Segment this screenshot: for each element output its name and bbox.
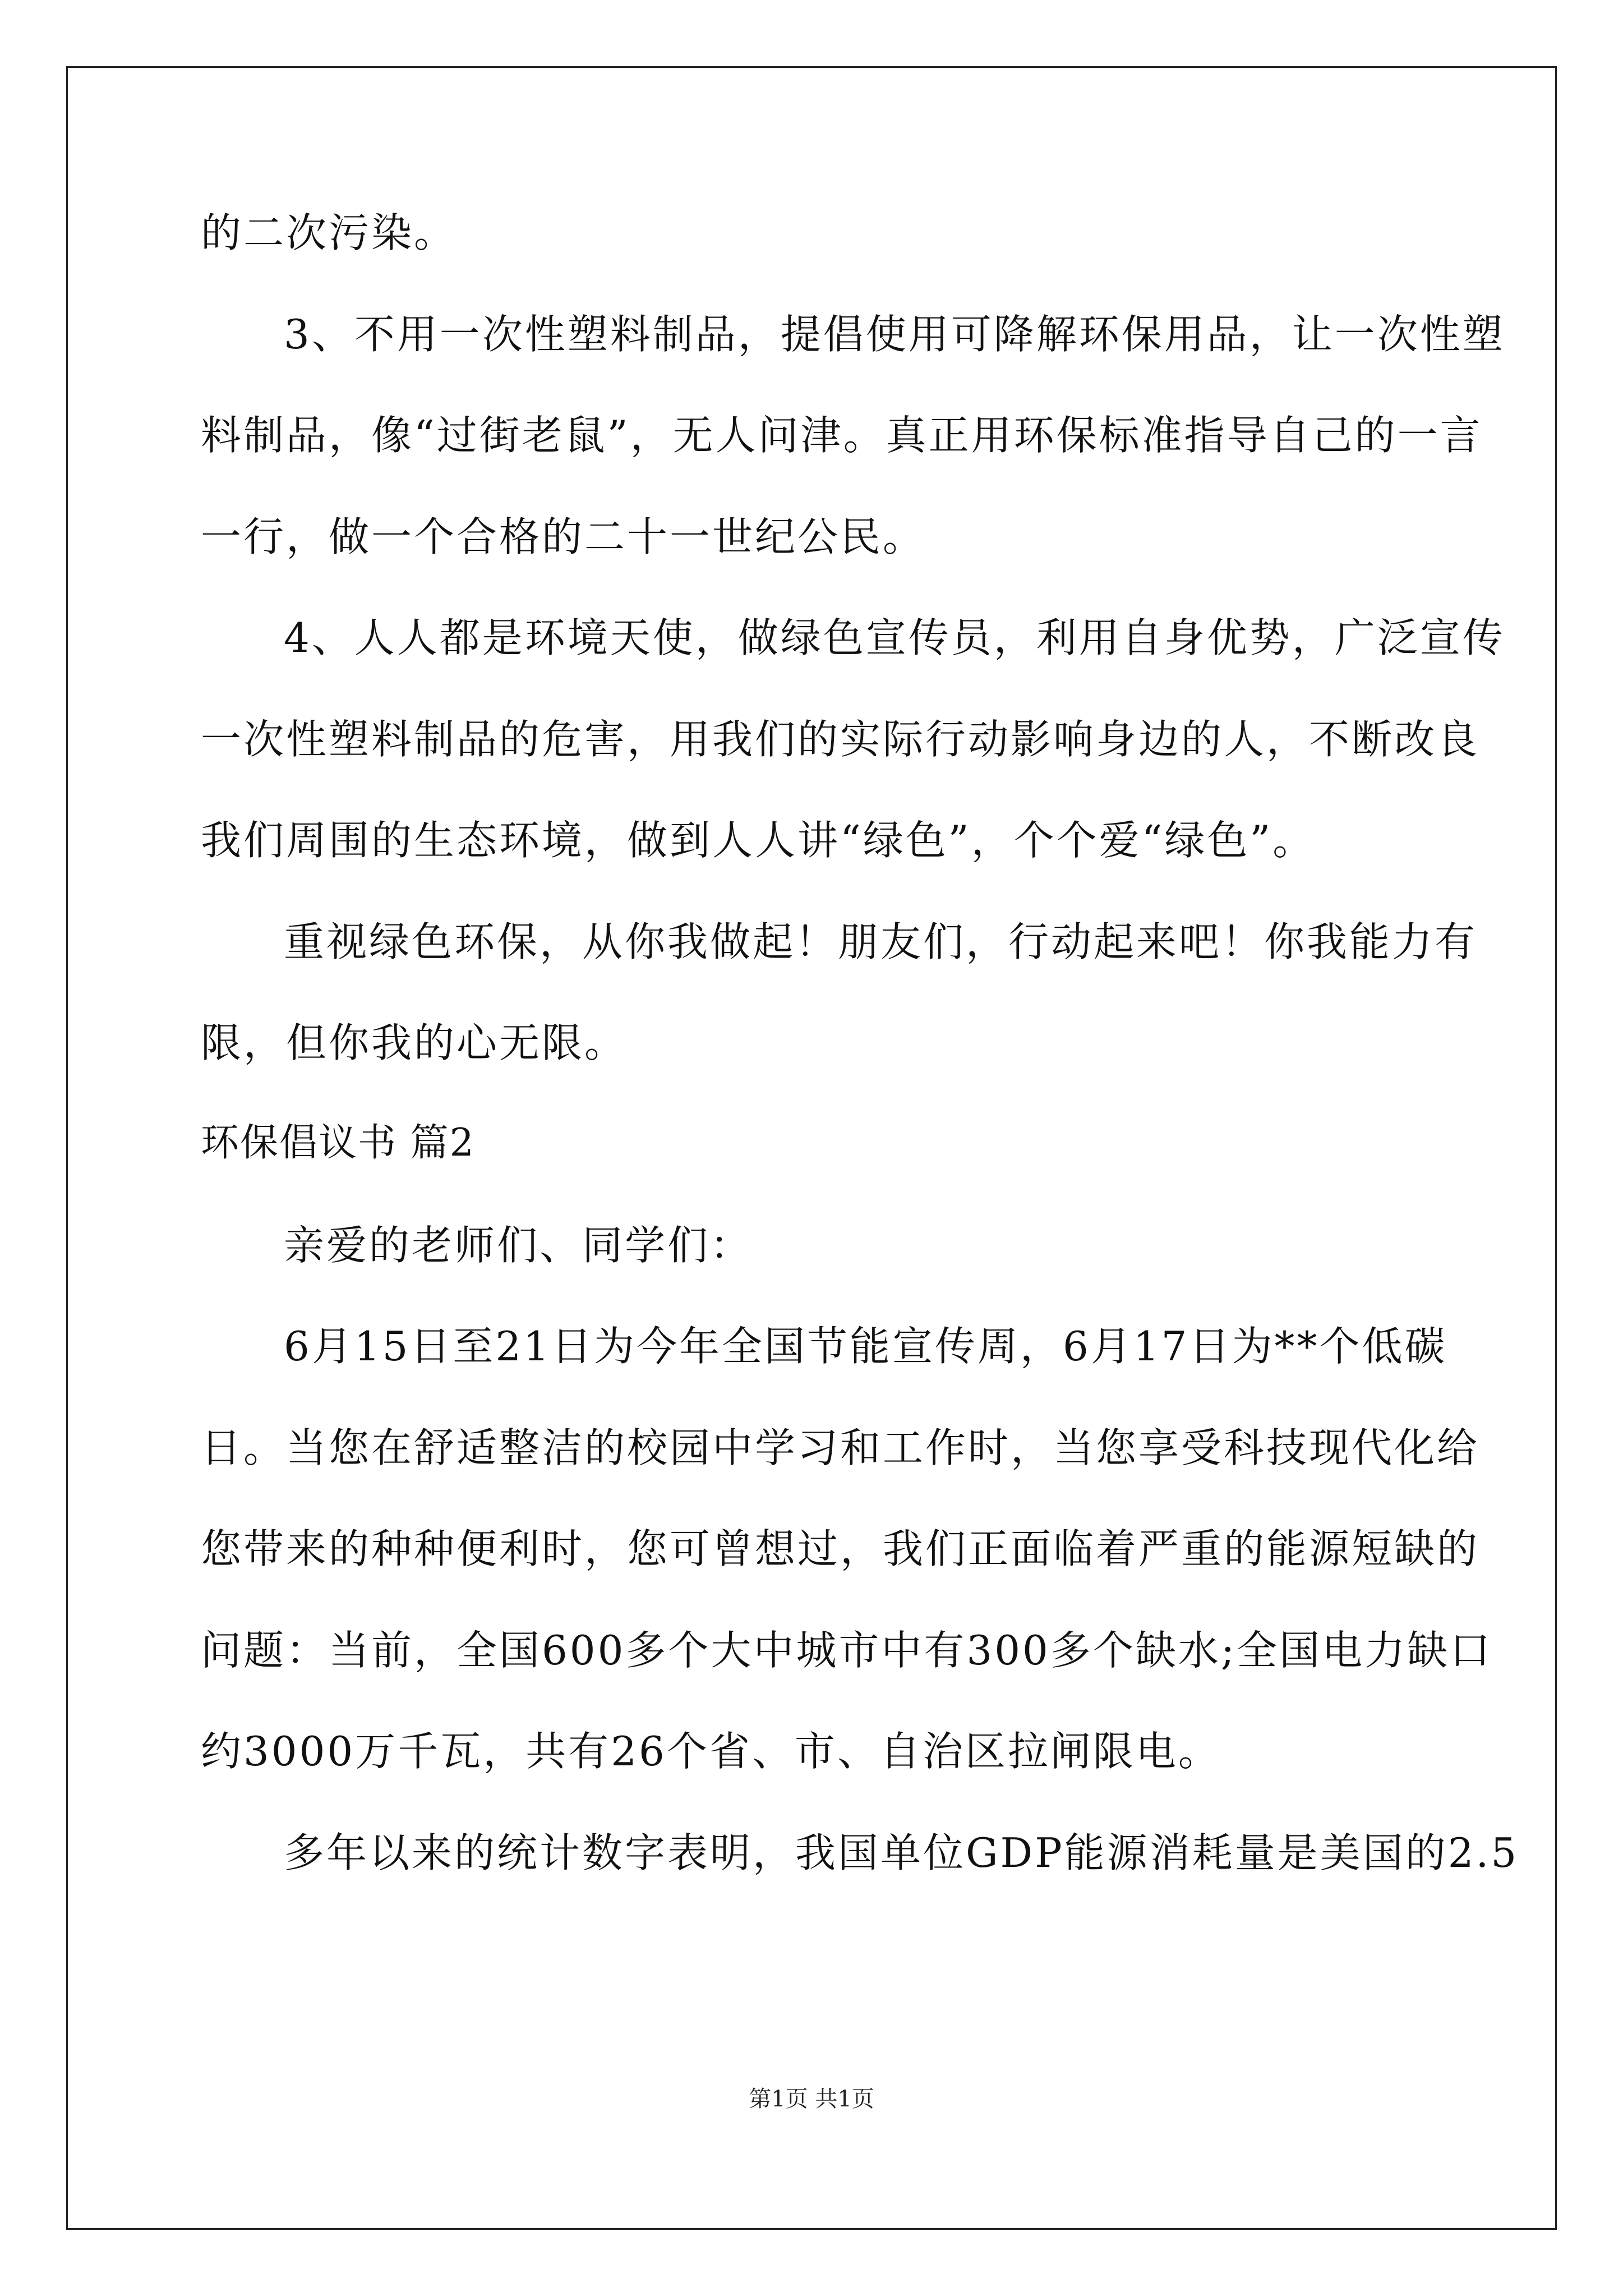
- text-line: 日。当您在舒适整洁的校园中学习和工作时，当您享受科技现代化给: [201, 1424, 1480, 1471]
- text-line: 4、人人都是环境天使，做绿色宣传员，利用自身优势，广泛宣传: [284, 614, 1505, 661]
- text-line: 约3000万千瓦，共有26个省、市、自治区拉闸限电。: [201, 1728, 1221, 1775]
- text-line: 您带来的种种便利时，您可曾想过，我们正面临着严重的能源短缺的: [201, 1525, 1480, 1572]
- text-line: 料制品，像“过街老鼠”，无人问津。真正用环保标准指导自己的一言: [201, 412, 1483, 459]
- section-heading: 环保倡议书 篇2: [201, 1121, 475, 1165]
- text-line: 我们周围的生态环境，做到人人讲“绿色”，个个爱“绿色”。: [201, 817, 1316, 864]
- text-line: 问题：当前，全国600多个大中城市中有300多个缺水;全国电力缺口: [201, 1627, 1493, 1674]
- text-line: 限，但你我的心无限。: [201, 1019, 628, 1066]
- text-line: 多年以来的统计数字表明，我国单位GDP能源消耗量是美国的2.5: [284, 1829, 1519, 1876]
- text-line: 重视绿色环保，从你我做起！朋友们，行动起来吧！你我能力有: [284, 918, 1478, 965]
- page-footer: 第1页 共1页: [749, 2086, 874, 2112]
- salutation: 亲爱的老师们、同学们：: [284, 1222, 753, 1269]
- text-line: 6月15日至21日为今年全国节能宣传周，6月17日为**个低碳: [284, 1323, 1447, 1370]
- text-line: 一行，做一个合格的二十一世纪公民。: [201, 513, 926, 560]
- text-line: 一次性塑料制品的危害，用我们的实际行动影响身边的人，不断改良: [201, 716, 1480, 763]
- text-line: 的二次污染。: [201, 209, 457, 256]
- text-line: 3、不用一次性塑料制品，提倡使用可降解环保用品，让一次性塑: [284, 311, 1505, 358]
